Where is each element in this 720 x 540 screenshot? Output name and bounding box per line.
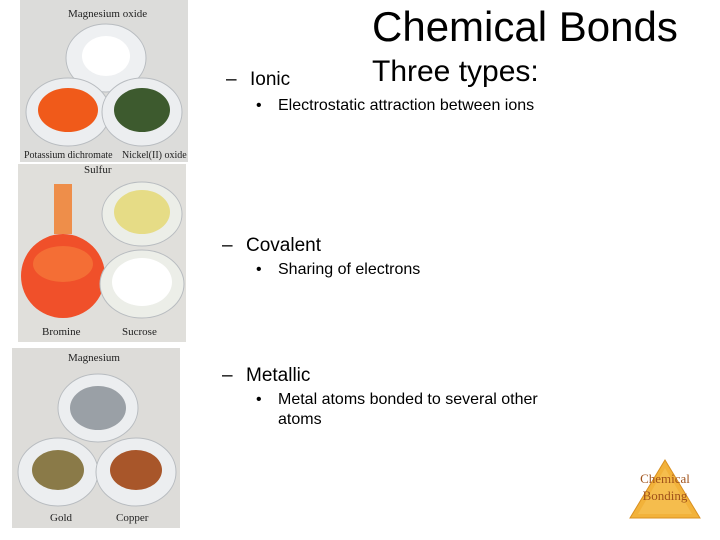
caption-nickel-oxide: Nickel(II) oxide	[122, 150, 187, 161]
ionic-compounds-photo	[20, 0, 188, 162]
covalent-compounds-photo	[18, 164, 186, 342]
bond-detail	[256, 96, 568, 116]
bond-type-covalent	[222, 234, 321, 258]
caption-bromine: Bromine	[42, 326, 81, 338]
bullet-dot: •	[256, 97, 262, 114]
bond-label: Covalent	[246, 235, 321, 256]
caption-copper: Copper	[116, 512, 149, 524]
dash-marker: –	[222, 365, 233, 386]
dash-marker: –	[226, 69, 237, 90]
dash-marker: –	[222, 235, 233, 256]
ionic-compounds-image	[20, 0, 188, 162]
bond-type-metallic	[222, 364, 310, 388]
logo-line-2: Bonding	[642, 488, 688, 503]
bond-detail-text: Electrostatic attraction between ions	[278, 97, 535, 114]
metallic-elements-image	[12, 348, 180, 528]
caption-sucrose: Sucrose	[122, 326, 157, 338]
bullet-dot: •	[256, 391, 262, 408]
slide-subtitle: Three types:	[372, 55, 539, 88]
bond-detail	[256, 390, 568, 430]
caption-magnesium-oxide: Magnesium oxide	[68, 8, 148, 20]
logo-line-1: Chemical	[640, 471, 690, 486]
bond-label: Metallic	[246, 365, 311, 386]
caption-sulfur: Sulfur	[84, 164, 112, 176]
metallic-elements-photo	[12, 348, 180, 528]
caption-magnesium: Magnesium	[68, 352, 120, 364]
chemical-bonding-logo[interactable]	[628, 458, 702, 520]
bond-type-ionic	[226, 68, 290, 92]
covalent-compounds-image	[18, 164, 186, 342]
bullet-dot: •	[256, 261, 262, 278]
caption-gold: Gold	[50, 512, 72, 524]
caption-potassium-dichromate: Potassium dichromate	[24, 150, 113, 161]
bond-detail-text: Sharing of electrons	[278, 261, 421, 278]
bond-detail	[256, 260, 568, 280]
bond-label: Ionic	[250, 69, 291, 90]
slide-title: Chemical Bonds	[372, 3, 678, 50]
bond-detail-text: Metal atoms bonded to several other atoms	[278, 391, 538, 428]
